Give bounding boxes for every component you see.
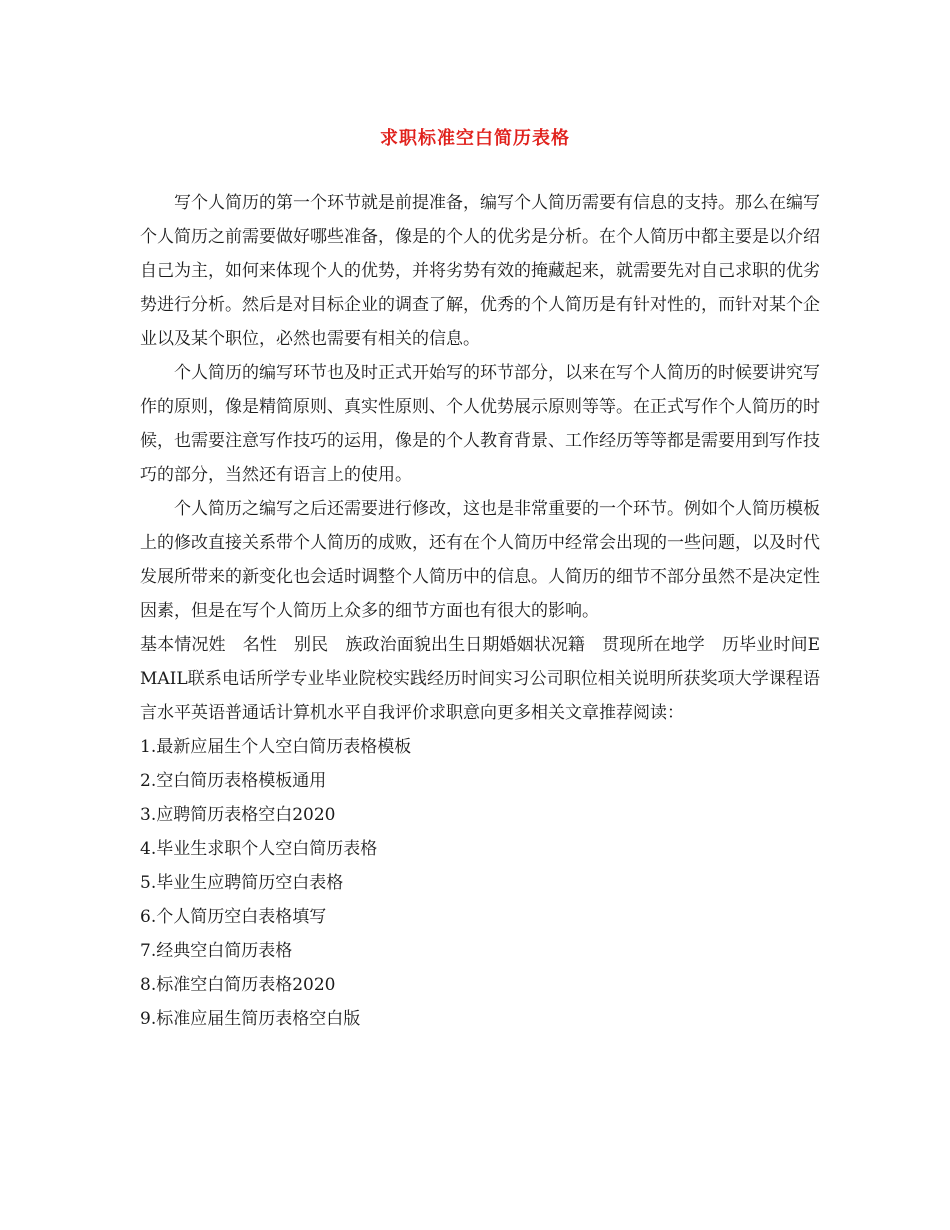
related-article-link[interactable]: 7.经典空白简历表格: [140, 941, 293, 961]
related-article-link[interactable]: 5.毕业生应聘简历空白表格: [140, 873, 344, 893]
related-article-link[interactable]: 2.空白简历表格模板通用: [140, 771, 327, 791]
related-article-link[interactable]: 9.标准应届生简历表格空白版: [140, 1009, 361, 1029]
related-article-link[interactable]: 8.标准空白简历表格2020: [140, 975, 336, 995]
related-articles-list: [140, 730, 820, 1036]
body-paragraph-2: 个人简历的编写环节也及时正式开始写的环节部分，以来在写个人简历的时候要讲究写作的原则，像是精简原则、真实性原则、个人优势展示原则等等。在正式写作个人简历的时候，也需要注意写作技巧的运用，像是的个人教育背景、工作经历等等都是需要用到写作技巧的部分，当然还有语言上的使用。: [140, 363, 820, 485]
form-fields-text: 基本情况姓 名性 别民 族政治面貌出生日期婚姻状况籍 贯现所在地学 历毕业时间EMAIL联系电话所学专业毕业院校实践经历时间实习公司职位相关说明所获奖项大学课程语言水平英语普通话计算机水平自我评价求职意向更多相关文章推荐阅读：: [140, 635, 820, 723]
related-article-link[interactable]: 6.个人简历空白表格填写: [140, 907, 327, 927]
related-article-link[interactable]: 4.毕业生求职个人空白简历表格: [140, 839, 378, 859]
document-body: [140, 186, 820, 1036]
body-paragraph-3: 个人简历之编写之后还需要进行修改，这也是非常重要的一个环节。例如个人简历模板上的修改直接关系带个人简历的成败，还有在个人简历中经常会出现的一些问题，以及时代发展所带来的新变化也会适时调整个人简历中的信息。人简历的细节不部分虽然不是决定性因素，但是在写个人简历上众多的细节方面也有很大的影响。: [140, 499, 820, 621]
related-article-link[interactable]: 3.应聘简历表格空白2020: [140, 805, 336, 825]
document-title: 求职标准空白简历表格: [380, 128, 570, 149]
body-paragraph-1: 写个人简历的第一个环节就是前提准备，编写个人简历需要有信息的支持。那么在编写个人简历之前需要做好哪些准备，像是的个人的优劣是分析。在个人简历中都主要是以介绍自己为主，如何来体现个人的优势，并将劣势有效的掩藏起来，就需要先对自己求职的优劣势进行分析。然后是对目标企业的调查了解，优秀的个人简历是有针对性的，而针对某个企业以及某个职位，必然也需要有相关的信息。: [140, 193, 820, 349]
related-article-link[interactable]: 1.最新应届生个人空白简历表格模板: [140, 737, 412, 757]
